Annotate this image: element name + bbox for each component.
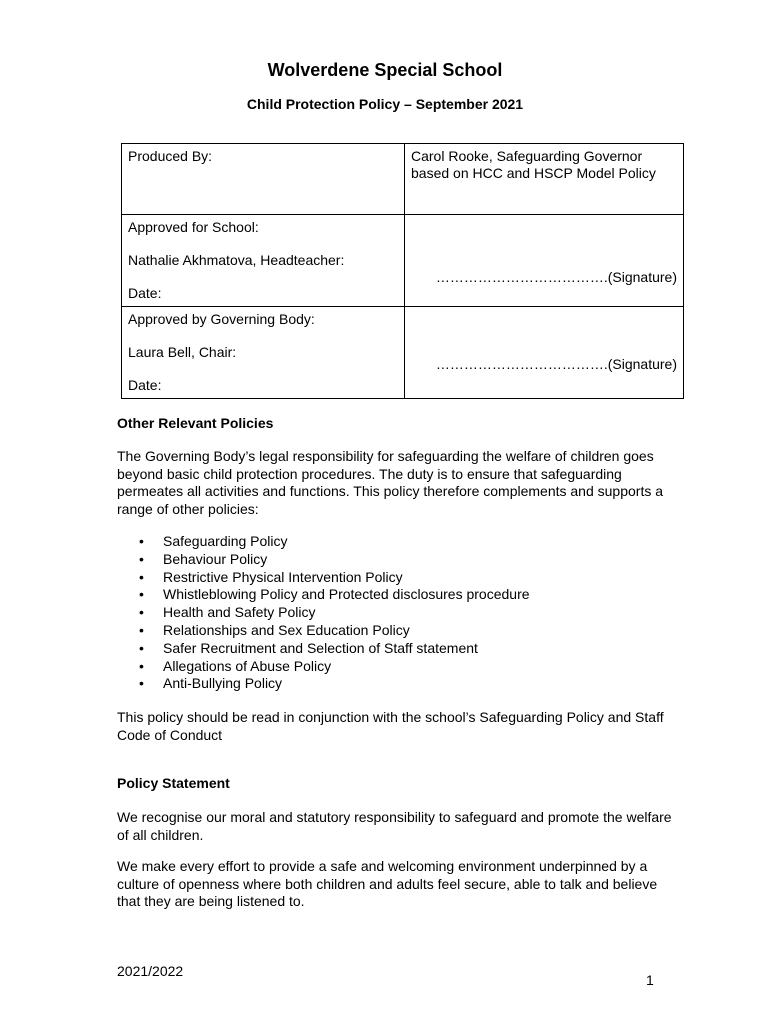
footer-year: 2021/2022	[117, 963, 184, 979]
table-row	[122, 144, 684, 215]
policy-statement-heading: Policy Statement	[117, 775, 230, 791]
signature-cell	[405, 307, 684, 399]
list-item: • Safeguarding Policy	[117, 533, 530, 551]
date-label: Date:	[128, 377, 162, 393]
other-policies-heading: Other Relevant Policies	[117, 415, 274, 431]
signature-line: ……………………………….(Signature)	[435, 269, 677, 285]
list-item: • Allegations of Abuse Policy	[117, 658, 530, 676]
produced-by-label-cell	[122, 144, 405, 215]
approved-governing-cell	[122, 307, 405, 399]
signature-cell	[405, 215, 684, 307]
page-number: 1	[646, 972, 654, 988]
policy-statement-para-1: We recognise our moral and statutory responsibility to safeguard and promote the welfare of all children.	[117, 809, 672, 843]
signature-line: ……………………………….(Signature)	[435, 356, 677, 372]
document-subtitle: Child Protection Policy – September 2021	[246, 96, 524, 112]
list-item: • Safer Recruitment and Selection of Staff statement	[117, 640, 530, 658]
approval-table	[121, 143, 684, 399]
policy-list	[117, 533, 530, 693]
date-label: Date:	[128, 285, 162, 301]
conjunction-paragraph: This policy should be read in conjunction with the school’s Safeguarding Policy and Staff Code of Conduct	[117, 709, 664, 743]
table-row	[122, 215, 684, 307]
approved-school-label: Approved for School:	[128, 219, 259, 235]
headteacher-label: Nathalie Akhmatova, Headteacher:	[128, 252, 345, 268]
list-item: • Health and Safety Policy	[117, 604, 530, 622]
list-item: • Behaviour Policy	[117, 551, 530, 569]
policy-statement-para-2: We make every effort to provide a safe and welcoming environment underpinned by a culture of openness where both children and adults feel secure, able to talk and believe that they are being listened to.	[117, 858, 658, 909]
produced-by-value-cell	[405, 144, 684, 215]
list-item: • Whistleblowing Policy and Protected disclosures procedure	[117, 586, 530, 604]
table-row	[122, 307, 684, 399]
list-item: • Anti-Bullying Policy	[117, 675, 530, 693]
document-title: Wolverdene Special School	[267, 60, 503, 80]
other-policies-intro: The Governing Body’s legal responsibility for safeguarding the welfare of children goes beyond basic child protection procedures. The duty is to ensure that safeguarding permeates all activities and functions. This policy therefore complements and supports a range of other policies:	[117, 448, 664, 517]
produced-by-label: Produced By:	[128, 148, 213, 164]
chair-label: Laura Bell, Chair:	[128, 344, 237, 360]
list-item: • Restrictive Physical Intervention Policy	[117, 569, 530, 587]
approved-school-cell	[122, 215, 405, 307]
approved-governing-label: Approved by Governing Body:	[128, 311, 315, 327]
produced-by-value: Carol Rooke, Safeguarding Governor based on HCC and HSCP Model Policy	[411, 148, 656, 181]
list-item: • Relationships and Sex Education Policy	[117, 622, 530, 640]
